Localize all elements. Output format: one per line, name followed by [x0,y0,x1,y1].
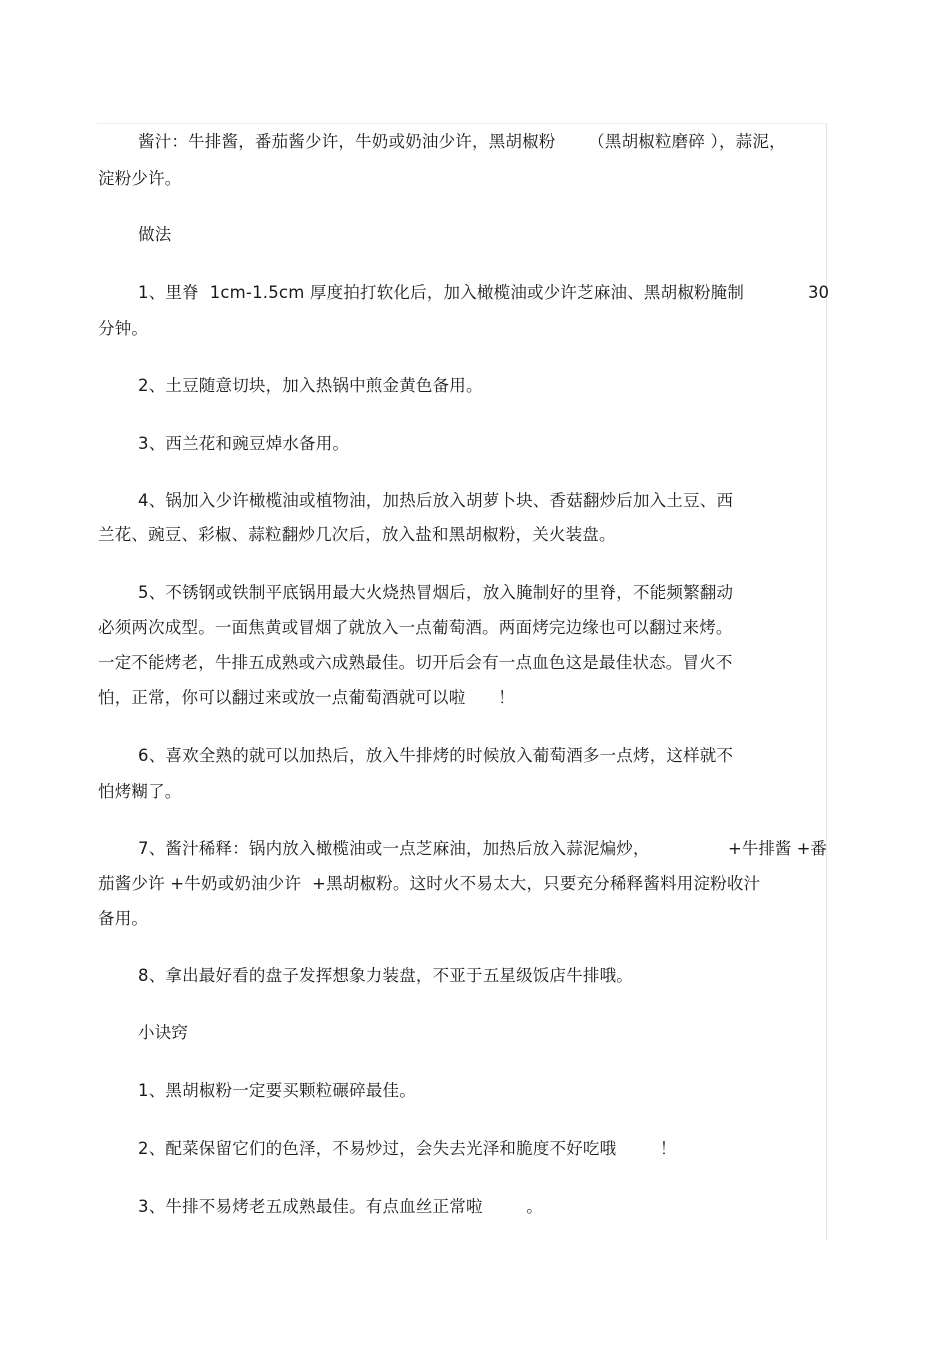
step-6-line: 6、喜欢全熟的就可以加热后，放入牛排烤的时候放入葡萄酒多一点烤，这样就不 [138,746,734,765]
step-8-line: 8、拿出最好看的盘子发挥想象力装盘，不亚于五星级饭店牛排哦。 [138,966,633,985]
step-5-line: 5、不锈钢或铁制平底锅用最大火烧热冒烟后，放入腌制好的里脊，不能频繁翻动 [138,583,734,602]
tip-3-line: 3、牛排不易烤老五成熟最佳。有点血丝正常啦 。 [138,1197,543,1216]
step-7-line: 7、酱汁稀释：锅内放入橄榄油或一点芝麻油，加热后放入蒜泥煸炒， [138,839,650,858]
step-4-continuation: 兰花、豌豆、彩椒、蒜粒翻炒几次后，放入盐和黑胡椒粉，关火装盘。 [98,525,616,544]
step-5-continuation-2: 一定不能烤老，牛排五成熟或六成熟最佳。切开后会有一点血色这是最佳状态。冒火不 [98,653,733,672]
tip-1-line: 1、黑胡椒粉一定要买颗粒碾碎最佳。 [138,1081,416,1100]
step-4-line: 4、锅加入少许橄榄油或植物油，加热后放入胡萝卜块、香菇翻炒后加入土豆、西 [138,491,734,510]
tips-heading: 小诀窍 [138,1023,189,1042]
tip-2-line: 2、配菜保留它们的色泽，不易炒过，会失去光泽和脆度不好吃哦 ！ [138,1139,677,1158]
step-3-line: 3、西兰花和豌豆焯水备用。 [138,434,350,453]
step-1-line: 1、里脊 1cm-1.5cm 厚度拍打软化后，加入橄榄油或少许芝麻油、黑胡椒粉腌制 [138,283,745,302]
step-2-line: 2、土豆随意切块，加入热锅中煎金黄色备用。 [138,376,483,395]
step-6-continuation: 怕烤糊了。 [98,782,182,801]
step-5-continuation-1: 必须两次成型。一面焦黄或冒烟了就放入一点葡萄酒。两面烤完边缘也可以翻过来烤。 [98,618,733,637]
page-frame-top-border [97,123,826,124]
sauce-ingredients-line: 酱汁：牛排酱，番茄酱少许，牛奶或奶油少许，黑胡椒粉 （黑胡椒粒磨碎 ），蒜泥， [138,132,786,151]
sauce-ingredients-continuation: 淀粉少许。 [98,169,182,188]
method-heading: 做法 [138,225,172,244]
step-1-continuation: 分钟。 [98,319,149,338]
step-1-minutes-value: 30 [808,283,829,302]
step-5-continuation-3: 怕，正常，你可以翻过来或放一点葡萄酒就可以啦 ！ [98,688,515,707]
step-7-continuation-2: 备用。 [98,909,149,928]
step-7-continuation-1: 茄酱少许 +牛奶或奶油少许 +黑胡椒粉。这时火不易太大，只要充分稀释酱料用淀粉收汁 [98,874,761,893]
step-7-line-end: +牛排酱 +番 [728,839,827,858]
